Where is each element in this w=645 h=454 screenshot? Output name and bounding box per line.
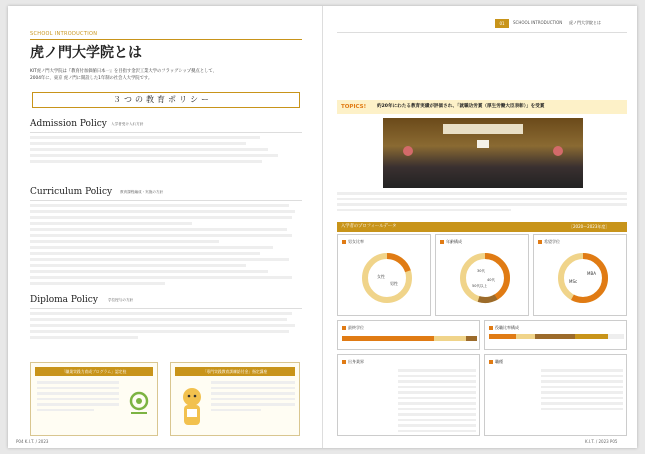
text-line: [30, 312, 292, 315]
text-line: [337, 203, 627, 206]
text-line: [337, 192, 627, 195]
box-text: [211, 381, 295, 414]
panel-title: [440, 239, 462, 245]
text-line: [30, 264, 246, 267]
list-item: [398, 430, 476, 433]
page-footer-left: P04 K.I.T. / 2023: [16, 439, 49, 444]
certificate: [477, 140, 489, 148]
diploma-list: [30, 312, 300, 342]
final-degree-panel: [337, 320, 480, 350]
bp-logo-icon: [127, 391, 151, 417]
list-item: [398, 424, 476, 427]
bar-segment: [466, 336, 477, 341]
text-line: [30, 204, 289, 207]
stats-title: 入学者のプロフィールデータ: [341, 224, 397, 229]
text-line: [30, 240, 219, 243]
rule: [30, 200, 302, 201]
bullet: [538, 240, 542, 244]
age-label-1: 40代: [487, 278, 495, 282]
award-sign: [443, 124, 523, 134]
position-bar: [489, 334, 624, 339]
list-item: [541, 397, 623, 400]
text-line: [30, 318, 287, 321]
text-line: [30, 276, 292, 279]
page-title: 虎ノ門大学院とは: [30, 45, 142, 61]
header-rule-right: [337, 32, 627, 33]
list-item: [398, 391, 476, 394]
gender-label-1: 男性: [390, 281, 398, 286]
text-line: [211, 398, 295, 401]
training-benefit-box: [170, 362, 300, 436]
bar-segment: [434, 336, 466, 341]
list2-title: 職種: [495, 359, 503, 364]
text-line: [30, 270, 268, 273]
list-item: [398, 369, 476, 372]
job-list: [541, 369, 623, 413]
age-panel: [435, 234, 529, 316]
rule: [30, 308, 302, 309]
stats-period: ［2020〜2023年度］: [569, 224, 610, 229]
final-degree-bar: [342, 336, 477, 341]
gender-panel: [337, 234, 431, 316]
topics-bar: [337, 100, 627, 114]
topics-label: TOPICS!: [341, 104, 367, 110]
list-item: [541, 386, 623, 389]
text-line: [30, 222, 192, 225]
industry-list: [398, 369, 476, 435]
panel-title: [489, 325, 519, 331]
list-item: [398, 375, 476, 378]
text-line: [337, 209, 511, 212]
section-jp: 虎ノ門大学院とは: [569, 20, 601, 25]
list-item: [398, 386, 476, 389]
text-line: [30, 136, 260, 139]
text-line: [30, 336, 138, 339]
award-photo: [383, 118, 583, 188]
degree-title: 希望学位: [544, 239, 560, 244]
industry-panel: [337, 354, 480, 436]
section-number: 01: [495, 19, 509, 28]
text-line: [30, 210, 295, 213]
bar-segment: [516, 334, 535, 339]
text-line: [337, 198, 627, 201]
bar-segment: [575, 334, 607, 339]
topics-title: 約20年にわたる教育実績が評価され、「就職功労賞（厚生労働大臣表彰）」を受賞: [377, 104, 545, 109]
policy-heading-diploma: Diploma Policy: [30, 295, 98, 305]
text-line: [30, 330, 289, 333]
bullet: [342, 240, 346, 244]
list-item: [541, 402, 623, 405]
page-footer-right: K.I.T. / 2023 P05: [585, 439, 618, 444]
flowers: [403, 146, 413, 156]
intro-line-1: KIT虎ノ門大学院は『教育付加価値日本一』を目指す金沢工業大学のフラッグシップ拠点として、: [30, 69, 217, 74]
bullet: [342, 326, 346, 330]
bar-segment: [535, 334, 576, 339]
bullet: [342, 360, 346, 364]
policy-sub-admission: 入学者受け入れ方針: [111, 122, 144, 126]
text-line: [37, 409, 94, 412]
list-item: [398, 408, 476, 411]
age-title: 年齢構成: [446, 239, 462, 244]
rule: [30, 132, 302, 133]
text-line: [30, 142, 246, 145]
list-item: [541, 408, 623, 411]
age-donut: [458, 251, 512, 305]
text-line: [211, 403, 295, 406]
magazine-spread: [8, 6, 637, 448]
panel-title: [342, 239, 364, 245]
section-label: SCHOOL INTRODUCTION: [30, 31, 98, 37]
text-line: [211, 409, 261, 412]
job-panel: [484, 354, 627, 436]
policy-banner: [32, 92, 300, 108]
gender-title: 男女比率: [348, 239, 364, 244]
gender-donut: [360, 251, 414, 305]
text-line: [30, 324, 295, 327]
text-line: [211, 387, 295, 390]
text-line: [30, 160, 262, 163]
text-line: [37, 381, 119, 384]
text-line: [30, 148, 268, 151]
policy-sub-diploma: 学位授与の方針: [108, 298, 134, 302]
age-label-2: 50代以上: [472, 284, 487, 288]
text-line: [211, 392, 295, 395]
policy-heading-admission: Admission Policy: [30, 119, 107, 129]
box-title: 「職業実践力育成プログラム」認定校: [35, 367, 153, 376]
curriculum-list: [30, 204, 300, 288]
text-line: [37, 387, 119, 390]
degree-label-0: MBA: [587, 271, 596, 276]
text-line: [211, 381, 295, 384]
stats-header: [337, 222, 627, 232]
text-line: [37, 392, 119, 395]
list-item: [541, 391, 623, 394]
header-rule: [30, 39, 302, 40]
gender-label-0: 女性: [377, 274, 385, 279]
flowers: [553, 146, 563, 156]
admission-list: [30, 136, 300, 166]
list-item: [541, 375, 623, 378]
panel-title: [342, 359, 364, 365]
age-label-0: 30代: [477, 269, 485, 273]
list-item: [398, 397, 476, 400]
bar-segment: [608, 334, 624, 339]
mascot-icon: [177, 385, 207, 429]
right-page: [323, 6, 637, 448]
bullet: [489, 360, 493, 364]
policy-sub-curriculum: 教育課程編成・実施の方針: [120, 190, 164, 194]
bullet: [440, 240, 444, 244]
text-line: [30, 252, 260, 255]
bullet: [489, 326, 493, 330]
text-line: [30, 216, 292, 219]
list-item: [398, 380, 476, 383]
box-text: [37, 381, 119, 414]
panel-title: [489, 359, 503, 365]
bar2-title: 役職比率構成: [495, 325, 519, 330]
text-line: [30, 154, 278, 157]
list1-title: 出身業界: [348, 359, 364, 364]
text-line: [30, 246, 273, 249]
list-item: [398, 413, 476, 416]
certified-program-box: [30, 362, 158, 436]
policy-heading-curriculum: Curriculum Policy: [30, 187, 113, 197]
text-line: [30, 234, 292, 237]
text-line: [37, 403, 119, 406]
bar-segment: [489, 334, 516, 339]
intro-line-2: 2004年に、東京 虎ノ門に開設した1年制の社会人大学院です。: [30, 76, 153, 81]
box-title: 「専門実践教育訓練給付金」指定講座: [175, 367, 295, 376]
text-line: [30, 282, 165, 285]
bar-segment: [342, 336, 434, 341]
list-item: [541, 369, 623, 372]
topics-body: [337, 192, 627, 214]
panel-title: [342, 325, 364, 331]
text-line: [30, 228, 287, 231]
text-line: [30, 258, 289, 261]
list-item: [398, 402, 476, 405]
left-page: [8, 6, 322, 448]
position-panel: [484, 320, 627, 350]
list-item: [398, 419, 476, 422]
section-label-right: SCHOOL INTRODUCTION: [513, 20, 563, 25]
policy-banner-text: ３つの教育ポリシー: [113, 95, 212, 104]
list-item: [541, 380, 623, 383]
panel-title: [538, 239, 560, 245]
degree-panel: [533, 234, 627, 316]
degree-label-1: MSc: [569, 279, 578, 284]
degree-donut: [556, 251, 610, 305]
bar1-title: 最終学位: [348, 325, 364, 330]
text-line: [37, 398, 119, 401]
